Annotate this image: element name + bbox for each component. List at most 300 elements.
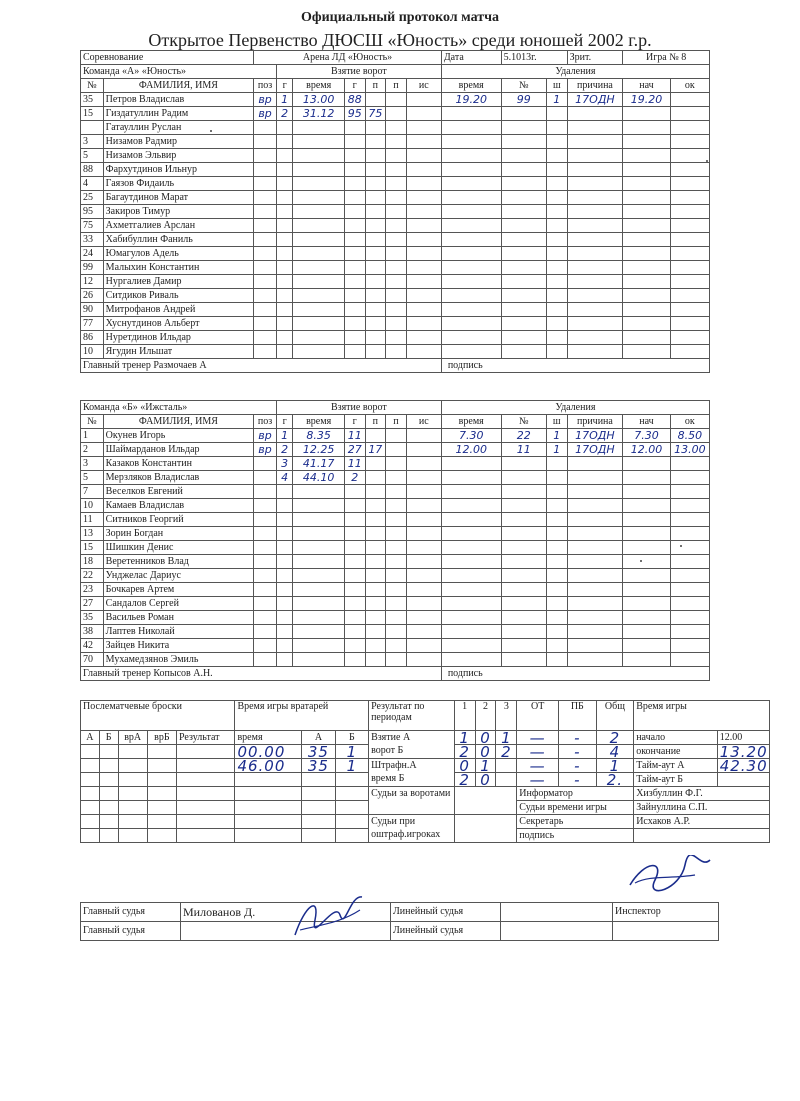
penalty-start bbox=[623, 611, 670, 625]
end-value: 13.20 bbox=[717, 745, 769, 759]
penalty-reason bbox=[567, 317, 623, 331]
penalty-reason bbox=[567, 177, 623, 191]
goal-p bbox=[386, 541, 407, 555]
player-number: 3 bbox=[81, 457, 104, 471]
sh-col-result: Результат bbox=[177, 731, 235, 745]
col-ptime: время bbox=[441, 415, 501, 429]
player-name: Ахметгалиев Арслан bbox=[103, 219, 254, 233]
goal-p bbox=[386, 345, 407, 359]
assist-1 bbox=[344, 653, 365, 667]
col-is: ис bbox=[406, 415, 441, 429]
assist-1: 2 bbox=[344, 471, 365, 485]
assist-2 bbox=[365, 345, 386, 359]
goal-time: 13.00 bbox=[293, 93, 345, 107]
penalty-number bbox=[501, 289, 546, 303]
player-row bbox=[81, 597, 710, 611]
penalty-end bbox=[670, 191, 709, 205]
assist-1 bbox=[344, 191, 365, 205]
penalty-reason bbox=[567, 261, 623, 275]
pen-a-p3 bbox=[496, 759, 517, 773]
penalty-minutes: 1 bbox=[546, 443, 567, 457]
col-sh: ш bbox=[546, 415, 567, 429]
pen-b-p3 bbox=[496, 773, 517, 787]
goal-time bbox=[293, 303, 345, 317]
goal-is bbox=[406, 485, 441, 499]
penalty-number bbox=[501, 653, 546, 667]
end-label: окончание bbox=[634, 745, 718, 759]
penalty-reason bbox=[567, 233, 623, 247]
penalty-start bbox=[623, 163, 670, 177]
penalty-end bbox=[670, 289, 709, 303]
player-position bbox=[254, 275, 277, 289]
penalty-minutes bbox=[546, 261, 567, 275]
player-position: вр bbox=[254, 107, 277, 121]
assist-1: 27 bbox=[344, 443, 365, 457]
assist-2 bbox=[365, 191, 386, 205]
assist-1 bbox=[344, 583, 365, 597]
penalty-start bbox=[623, 639, 670, 653]
goal-time bbox=[293, 653, 345, 667]
player-position bbox=[254, 135, 277, 149]
competition-title: Открытое Первенство ДЮСШ «Юность» среди юношей 2002 г.р. bbox=[148, 30, 652, 50]
goal-time bbox=[293, 317, 345, 331]
assist-1 bbox=[344, 597, 365, 611]
goal-is bbox=[406, 555, 441, 569]
penalty-start bbox=[623, 471, 670, 485]
team-a-table bbox=[80, 50, 710, 373]
penalty-reason bbox=[567, 275, 623, 289]
assist-1 bbox=[344, 569, 365, 583]
goal-time bbox=[293, 149, 345, 163]
assist-2 bbox=[365, 289, 386, 303]
assist-1 bbox=[344, 541, 365, 555]
penalty-number bbox=[501, 555, 546, 569]
penalty-reason bbox=[567, 191, 623, 205]
timekeepers-value: Зайнуллина С.П. bbox=[634, 801, 770, 815]
penalty-time bbox=[441, 345, 501, 359]
player-number: 42 bbox=[81, 639, 104, 653]
player-position bbox=[254, 345, 277, 359]
assist-2 bbox=[365, 261, 386, 275]
timeout-a-label: Тайм-аут А bbox=[634, 759, 718, 773]
pen-b-p1: 2 bbox=[454, 773, 475, 787]
goal-is bbox=[406, 331, 441, 345]
goal-number bbox=[276, 485, 292, 499]
goal-time bbox=[293, 527, 345, 541]
assist-1: 95 bbox=[344, 107, 365, 121]
goal-is bbox=[406, 247, 441, 261]
penalty-reason bbox=[567, 219, 623, 233]
assist-1 bbox=[344, 121, 365, 135]
penalty-time bbox=[441, 233, 501, 247]
period-1-header: 1 bbox=[454, 701, 475, 731]
goal-time bbox=[293, 275, 345, 289]
penalty-start bbox=[623, 121, 670, 135]
assist-2 bbox=[365, 93, 386, 107]
secretary-sign-label: подпись bbox=[517, 829, 634, 843]
goal-is bbox=[406, 289, 441, 303]
penalty-end bbox=[670, 261, 709, 275]
penalty-reason bbox=[567, 149, 623, 163]
penalty-end bbox=[670, 135, 709, 149]
assist-2 bbox=[365, 611, 386, 625]
penalty-reason bbox=[567, 499, 623, 513]
col-pnum: № bbox=[501, 415, 546, 429]
penalty-minutes bbox=[546, 597, 567, 611]
goal-p bbox=[386, 177, 407, 191]
player-name: Гаязов Фидаиль bbox=[103, 177, 254, 191]
col-end: ок bbox=[670, 79, 709, 93]
sh-col-a: А bbox=[81, 731, 100, 745]
assist-1: 11 bbox=[344, 457, 365, 471]
goal-p bbox=[386, 261, 407, 275]
goals-a-ot: — bbox=[517, 731, 559, 745]
penalty-time bbox=[441, 135, 501, 149]
goal-is bbox=[406, 597, 441, 611]
penalty-end bbox=[670, 331, 709, 345]
assist-1: 11 bbox=[344, 429, 365, 443]
goal-number bbox=[276, 191, 292, 205]
sign-label: подпись bbox=[447, 667, 483, 679]
penalty-reason bbox=[567, 345, 623, 359]
player-row bbox=[81, 653, 710, 667]
player-name: Ягудин Ильшат bbox=[103, 345, 254, 359]
goal-p bbox=[386, 499, 407, 513]
penalty-number bbox=[501, 191, 546, 205]
goal-time bbox=[293, 513, 345, 527]
assist-1 bbox=[344, 219, 365, 233]
goal-time bbox=[293, 569, 345, 583]
penalty-start bbox=[623, 331, 670, 345]
goal-p bbox=[386, 191, 407, 205]
player-position bbox=[254, 219, 277, 233]
player-position bbox=[254, 653, 277, 667]
goals-header: Взятие ворот bbox=[276, 65, 441, 79]
assist-2 bbox=[365, 233, 386, 247]
player-position bbox=[254, 555, 277, 569]
assist-1 bbox=[344, 205, 365, 219]
goal-number: 3 bbox=[276, 457, 292, 471]
player-position bbox=[254, 163, 277, 177]
goals-a-label: Взятие А bbox=[371, 732, 411, 743]
player-number: 90 bbox=[81, 303, 104, 317]
goals-b-ot: — bbox=[517, 745, 559, 759]
line-referee-2-label: Линейный судья bbox=[391, 922, 501, 941]
goal-is bbox=[406, 121, 441, 135]
player-row bbox=[81, 541, 710, 555]
assist-1 bbox=[344, 261, 365, 275]
penalty-start bbox=[623, 289, 670, 303]
penalty-time bbox=[441, 569, 501, 583]
goal-number bbox=[276, 569, 292, 583]
player-name: Ситников Георгий bbox=[103, 513, 254, 527]
player-number: 99 bbox=[81, 261, 104, 275]
penalty-number bbox=[501, 205, 546, 219]
player-row bbox=[81, 611, 710, 625]
goal-p bbox=[386, 597, 407, 611]
team-a-label: Команда «А» «Юность» bbox=[81, 65, 277, 79]
player-row bbox=[81, 331, 710, 345]
gt-col-time: время bbox=[235, 731, 302, 745]
goal-is bbox=[406, 443, 441, 457]
penalty-end bbox=[670, 275, 709, 289]
penalty-reason bbox=[567, 121, 623, 135]
goal-number bbox=[276, 219, 292, 233]
chief-referee-value: Милованов Д. bbox=[181, 903, 391, 922]
player-position bbox=[254, 233, 277, 247]
timeout-a-value: 42.30 bbox=[717, 759, 769, 773]
penalty-number bbox=[501, 135, 546, 149]
player-position: вр bbox=[254, 429, 277, 443]
col-num: № bbox=[81, 79, 104, 93]
player-name: Хуснутдинов Альберт bbox=[103, 317, 254, 331]
penalty-minutes bbox=[546, 527, 567, 541]
penalty-end bbox=[670, 653, 709, 667]
penalty-minutes bbox=[546, 611, 567, 625]
chief-referee-signature bbox=[290, 885, 370, 945]
goals-b-p2: 0 bbox=[475, 745, 496, 759]
player-row bbox=[81, 625, 710, 639]
goal-p bbox=[386, 121, 407, 135]
penalty-minutes bbox=[546, 583, 567, 597]
player-number: 23 bbox=[81, 583, 104, 597]
col-reason: причина bbox=[567, 415, 623, 429]
venue: Арена ЛД «Юность» bbox=[254, 51, 442, 65]
player-number: 15 bbox=[81, 541, 104, 555]
penalty-time: 7.30 bbox=[441, 429, 501, 443]
goal-is bbox=[406, 429, 441, 443]
goals-a-p3: 1 bbox=[496, 731, 517, 745]
player-row bbox=[81, 639, 710, 653]
goal-number bbox=[276, 555, 292, 569]
assist-2 bbox=[365, 471, 386, 485]
goal-time bbox=[293, 163, 345, 177]
player-position bbox=[254, 303, 277, 317]
player-number: 5 bbox=[81, 149, 104, 163]
penalty-time bbox=[441, 317, 501, 331]
goal-is bbox=[406, 177, 441, 191]
penalty-reason: 17ОДН bbox=[567, 93, 623, 107]
penalty-start: 7.30 bbox=[623, 429, 670, 443]
penalty-number bbox=[501, 611, 546, 625]
penalty-reason bbox=[567, 135, 623, 149]
penalty-end bbox=[670, 121, 709, 135]
player-position bbox=[254, 471, 277, 485]
goal-is bbox=[406, 205, 441, 219]
sh-col-gka: врА bbox=[118, 731, 147, 745]
assist-1 bbox=[344, 233, 365, 247]
goal-time bbox=[293, 289, 345, 303]
summary-table bbox=[80, 700, 770, 843]
penalty-minutes bbox=[546, 177, 567, 191]
goal-p bbox=[386, 135, 407, 149]
col-start: нач bbox=[623, 79, 670, 93]
penalty-time bbox=[441, 149, 501, 163]
goal-p bbox=[386, 93, 407, 107]
goal-number bbox=[276, 233, 292, 247]
player-position bbox=[254, 205, 277, 219]
penalty-start bbox=[623, 499, 670, 513]
goal-p bbox=[386, 443, 407, 457]
assist-1 bbox=[344, 527, 365, 541]
penalty-time bbox=[441, 555, 501, 569]
goal-is bbox=[406, 569, 441, 583]
pen-a-p1: 0 bbox=[454, 759, 475, 773]
penalty-minutes bbox=[546, 485, 567, 499]
penalty-end bbox=[670, 611, 709, 625]
assist-1 bbox=[344, 317, 365, 331]
assist-2 bbox=[365, 149, 386, 163]
penalty-minutes bbox=[546, 639, 567, 653]
penalty-start bbox=[623, 135, 670, 149]
goal-number: 4 bbox=[276, 471, 292, 485]
player-row bbox=[81, 135, 710, 149]
coach-sign-label bbox=[441, 667, 709, 681]
penalty-end bbox=[670, 639, 709, 653]
assist-1 bbox=[344, 289, 365, 303]
assist-2 bbox=[365, 121, 386, 135]
penalty-minutes bbox=[546, 247, 567, 261]
player-row bbox=[81, 149, 710, 163]
penalty-start bbox=[623, 247, 670, 261]
col-p: п bbox=[386, 415, 407, 429]
goal-p bbox=[386, 471, 407, 485]
penalty-minutes bbox=[546, 135, 567, 149]
penalty-minutes bbox=[546, 345, 567, 359]
player-number: 10 bbox=[81, 345, 104, 359]
assist-2 bbox=[365, 219, 386, 233]
penalty-start bbox=[623, 625, 670, 639]
player-position bbox=[254, 499, 277, 513]
column-header-row bbox=[81, 79, 710, 93]
penalty-time bbox=[441, 471, 501, 485]
goal-number bbox=[276, 527, 292, 541]
player-row bbox=[81, 233, 710, 247]
penalty-number bbox=[501, 471, 546, 485]
penalty-start bbox=[623, 541, 670, 555]
penalties-header: Удаления bbox=[441, 65, 709, 79]
penalty-minutes bbox=[546, 499, 567, 513]
goal-p bbox=[386, 331, 407, 345]
assist-2 bbox=[365, 331, 386, 345]
col-sh: ш bbox=[546, 79, 567, 93]
goal-number bbox=[276, 303, 292, 317]
player-name: Шаймарданов Ильдар bbox=[103, 443, 254, 457]
player-position bbox=[254, 289, 277, 303]
goal-number bbox=[276, 345, 292, 359]
goal-judges-label: Судьи за воротами bbox=[369, 787, 455, 815]
goal-time bbox=[293, 247, 345, 261]
penalty-end bbox=[670, 177, 709, 191]
penalty-reason: 17ОДН bbox=[567, 443, 623, 457]
player-row bbox=[81, 471, 710, 485]
penalty-time bbox=[441, 177, 501, 191]
penalty-end bbox=[670, 541, 709, 555]
column-header-row bbox=[81, 415, 710, 429]
player-name: Юмагулов Адель bbox=[103, 247, 254, 261]
team-b-label: Команда «Б» «Ижсталь» bbox=[81, 401, 277, 415]
penalty-start bbox=[623, 219, 670, 233]
goal-p bbox=[386, 107, 407, 121]
assist-2 bbox=[365, 597, 386, 611]
penalty-number bbox=[501, 345, 546, 359]
penalty-minutes bbox=[546, 555, 567, 569]
penalty-time bbox=[441, 219, 501, 233]
col-g: г bbox=[276, 415, 292, 429]
pen-a-ot: — bbox=[517, 759, 559, 773]
goal-number bbox=[276, 205, 292, 219]
col-reason: причина bbox=[567, 79, 623, 93]
player-row bbox=[81, 499, 710, 513]
penalties-header: Удаления bbox=[441, 401, 709, 415]
penalty-start bbox=[623, 233, 670, 247]
penalty-number bbox=[501, 527, 546, 541]
goals-b-p1: 2 bbox=[454, 745, 475, 759]
assist-2 bbox=[365, 653, 386, 667]
penalty-end bbox=[670, 247, 709, 261]
penalty-start bbox=[623, 177, 670, 191]
penalty-minutes bbox=[546, 163, 567, 177]
goal-time bbox=[293, 583, 345, 597]
player-position bbox=[254, 583, 277, 597]
player-position bbox=[254, 513, 277, 527]
pen-b-ot: — bbox=[517, 773, 559, 787]
penalty-reason bbox=[567, 569, 623, 583]
goal-p bbox=[386, 569, 407, 583]
col-name: ФАМИЛИЯ, ИМЯ bbox=[103, 79, 254, 93]
penalty-minutes bbox=[546, 317, 567, 331]
goal-time bbox=[293, 233, 345, 247]
player-row bbox=[81, 205, 710, 219]
pen-a-pb: - bbox=[559, 759, 597, 773]
overtime-header: ОТ bbox=[517, 701, 559, 731]
assist-2 bbox=[365, 485, 386, 499]
goal-is bbox=[406, 457, 441, 471]
penalty-number bbox=[501, 247, 546, 261]
goal-is bbox=[406, 303, 441, 317]
penalty-time bbox=[441, 163, 501, 177]
goals-a-total: 2 bbox=[596, 731, 634, 745]
assist-1 bbox=[344, 611, 365, 625]
penalty-minutes bbox=[546, 275, 567, 289]
penalty-number: 99 bbox=[501, 93, 546, 107]
goal-time bbox=[293, 331, 345, 345]
assist-2 bbox=[365, 303, 386, 317]
player-position bbox=[254, 191, 277, 205]
goal-is bbox=[406, 219, 441, 233]
player-number: 38 bbox=[81, 625, 104, 639]
assist-1 bbox=[344, 149, 365, 163]
penalty-minutes bbox=[546, 471, 567, 485]
player-position bbox=[254, 331, 277, 345]
penalty-time: 19.20 bbox=[441, 93, 501, 107]
col-pos: поз bbox=[254, 79, 277, 93]
goal-number bbox=[276, 513, 292, 527]
player-row bbox=[81, 345, 710, 359]
goal-number: 2 bbox=[276, 443, 292, 457]
goal-p bbox=[386, 485, 407, 499]
assist-1 bbox=[344, 275, 365, 289]
player-number: 3 bbox=[81, 135, 104, 149]
goal-number bbox=[276, 177, 292, 191]
player-name: Унджелас Дариус bbox=[103, 569, 254, 583]
player-position bbox=[254, 261, 277, 275]
goal-is bbox=[406, 499, 441, 513]
player-name: Закиров Тимур bbox=[103, 205, 254, 219]
penalty-time bbox=[441, 121, 501, 135]
goal-number: 2 bbox=[276, 107, 292, 121]
col-a1: г bbox=[344, 415, 365, 429]
